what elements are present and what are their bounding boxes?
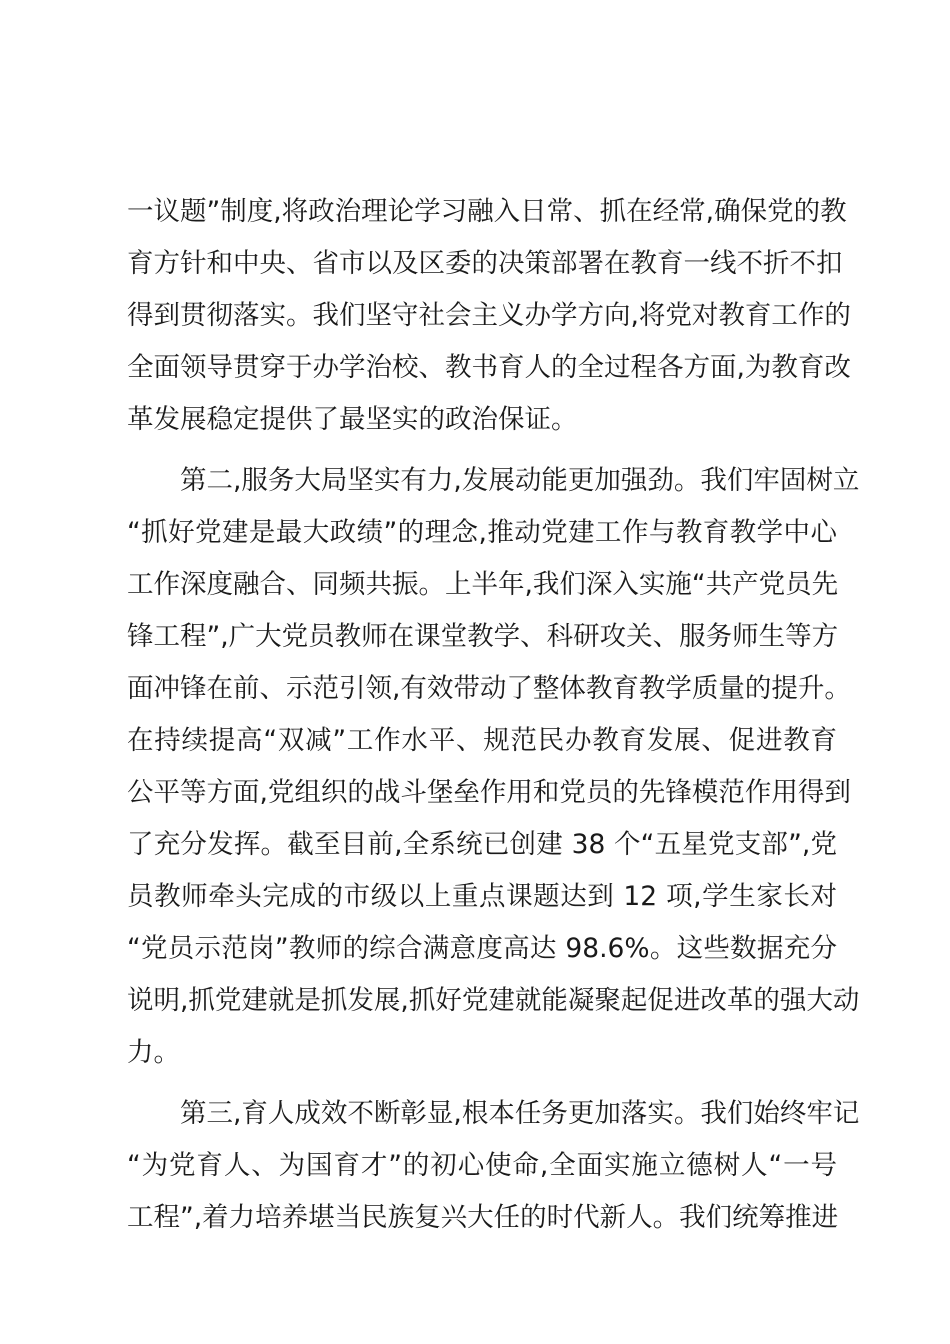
paragraph-2-line-11: [127, 975, 860, 1027]
paragraph-2-line-1: [127, 455, 860, 507]
text-line: “党员示范岗”教师的综合满意度高达 98.6%。这些数据充分: [127, 933, 837, 964]
paragraph-2-line-9: [127, 871, 837, 923]
text-line: “为党育人、为国育才”的初心使命,全面实施立德树人“一号: [127, 1150, 837, 1181]
paragraph-1-line-5: [127, 394, 837, 446]
paragraph-3-line-3: [127, 1192, 837, 1244]
paragraph-1-line-4: [127, 342, 851, 394]
text-line: 在持续提高“双减”工作水平、规范民办教育发展、促进教育: [127, 725, 837, 756]
paragraph-2-line-12: [127, 1027, 837, 1079]
text-line: 第二,服务大局坚实有力,发展动能更加强劲。我们牢固树立: [180, 465, 860, 496]
text-line: 工程”,着力培养堪当民族复兴大任的时代新人。我们统筹推进: [127, 1202, 839, 1233]
text-line: 公平等方面,党组织的战斗堡垒作用和党员的先锋模范作用得到: [127, 777, 851, 808]
paragraph-2-line-5: [127, 663, 851, 715]
paragraph-spacer: [127, 446, 837, 455]
paragraph-2-line-8: [127, 819, 837, 871]
document-body: [127, 186, 860, 1244]
text-line: 全面领导贯穿于办学治校、教书育人的全过程各方面,为教育改: [127, 352, 851, 383]
paragraph-1-line-2: [127, 238, 843, 290]
text-line: 员教师牵头完成的市级以上重点课题达到 12 项,学生家长对: [127, 881, 837, 912]
text-line: 革发展稳定提供了最坚实的政治保证。: [127, 404, 578, 435]
paragraph-2-line-6: [127, 715, 837, 767]
paragraph-1-line-1: [127, 186, 847, 238]
text-line: 力。: [127, 1037, 180, 1068]
text-line: 育方针和中央、省市以及区委的决策部署在教育一线不折不扣: [127, 248, 843, 279]
text-line: 说明,抓党建就是抓发展,抓好党建就能凝聚起促进改革的强大动: [127, 985, 860, 1016]
paragraph-spacer: [127, 1079, 837, 1088]
text-line: 一议题”制度,将政治理论学习融入日常、抓在经常,确保党的教: [127, 196, 847, 227]
text-line: “抓好党建是最大政绩”的理念,推动党建工作与教育教学中心: [127, 517, 837, 548]
text-line: 得到贯彻落实。我们坚守社会主义办学方向,将党对教育工作的: [127, 300, 851, 331]
text-line: 锋工程”,广大党员教师在课堂教学、科研攻关、服务师生等方: [127, 621, 839, 652]
paragraph-1-line-3: [127, 290, 851, 342]
paragraph-3-line-2: [127, 1140, 837, 1192]
text-line: 第三,育人成效不断彰显,根本任务更加落实。我们始终牢记: [180, 1098, 860, 1129]
paragraph-3-line-1: [127, 1088, 860, 1140]
paragraph-2-line-4: [127, 611, 837, 663]
text-line: 了充分发挥。截至目前,全系统已创建 38 个“五星党支部”,党: [127, 829, 837, 860]
paragraph-2-line-7: [127, 767, 851, 819]
text-line: 面冲锋在前、示范引领,有效带动了整体教育教学质量的提升。: [127, 673, 851, 704]
paragraph-2-line-2: [127, 507, 837, 559]
paragraph-2-line-10: [127, 923, 837, 975]
text-line: 工作深度融合、同频共振。上半年,我们深入实施“共产党员先: [127, 569, 839, 600]
paragraph-2-line-3: [127, 559, 837, 611]
